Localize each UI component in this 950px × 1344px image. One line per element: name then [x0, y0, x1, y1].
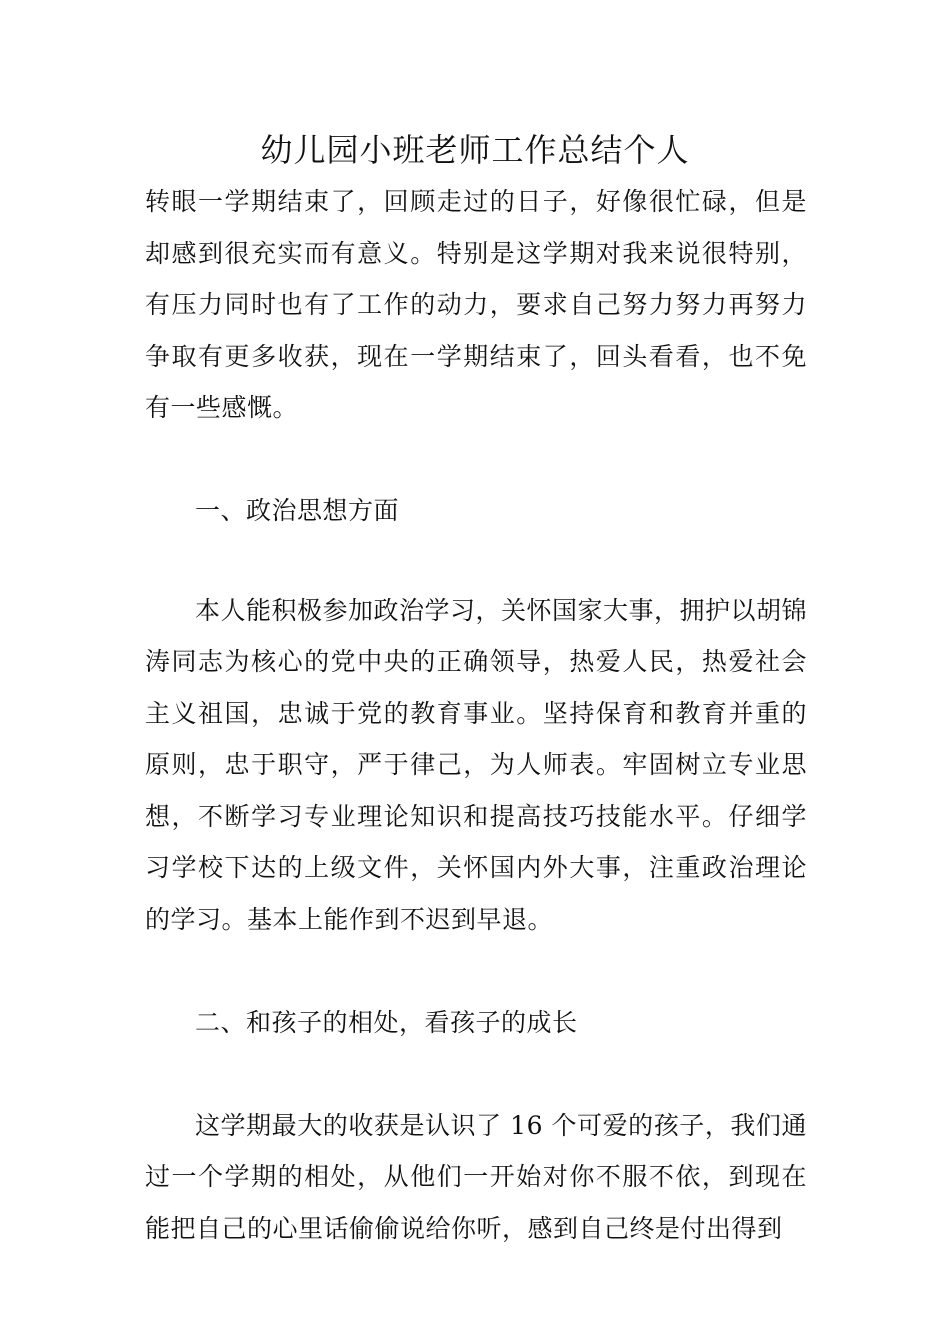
section-heading-politics: 一、政治思想方面	[195, 496, 400, 525]
document-title: 幼儿园小班老师工作总结个人	[260, 131, 690, 169]
section-body-children: 这学期最大的收获是认识了 16 个可爱的孩子，我们通过一个学期的相处，从他们一开始对你不服不依，到现在能把自己的心里话偷偷说给你听，感到自己终是付出得到	[145, 1110, 807, 1243]
section-heading-children: 二、和孩子的相处，看孩子的成长	[195, 1007, 578, 1037]
section-body-politics: 本人能积极参加政治学习，关怀国家大事，拥护以胡锦涛同志为核心的党中央的正确领导，热爱人民，热爱社会主义祖国，忠诚于党的教育事业。坚持保育和教育并重的原则，忠于职守，严于律己，为人师表。牢固树立专业思想，不断学习专业理论知识和提高技巧技能水平。仔细学习学校下达的上级文件，关怀国内外大事，注重政治理论的学习。基本上能作到不迟到早退。	[145, 595, 808, 934]
paragraph-spacer	[145, 434, 807, 486]
paragraph-spacer	[145, 945, 807, 997]
paragraph-spacer	[145, 537, 807, 585]
intro-paragraph: 转眼一学期结束了，回顾走过的日子，好像很忙碌，但是却感到很充实而有意义。特别是这学期对我来说很特别，有压力同时也有了工作的动力，要求自己努力努力再努力争取有更多收获，现在一学期结束了，回头看看，也不免有一些感慨。	[145, 187, 807, 422]
paragraph-spacer	[145, 1048, 807, 1100]
document-body	[145, 176, 807, 1254]
